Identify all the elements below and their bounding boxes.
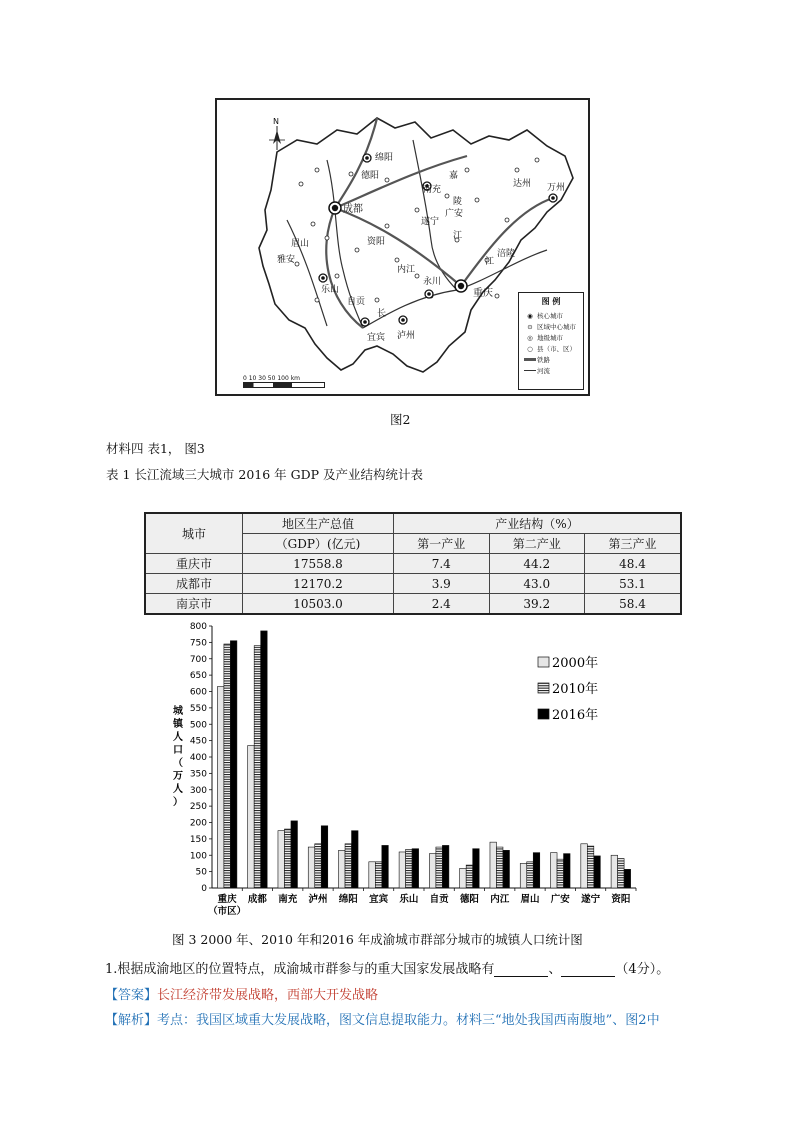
y-tick-label: 250 [189, 802, 207, 813]
bar [624, 869, 631, 888]
label-yibin: 宜宾 [367, 333, 386, 343]
x-tick-label: 广安 [550, 894, 570, 905]
legend-swatch [538, 709, 549, 719]
bar [284, 829, 291, 888]
x-tick-label: 资阳 [611, 894, 631, 905]
bar [248, 746, 255, 888]
x-tick-label: 乐山 [399, 894, 419, 905]
x-tick-label-sub: （市区） [208, 906, 247, 917]
prefecture-city-icon: ◎ [527, 333, 533, 342]
bar [594, 856, 601, 888]
x-tick-label: 眉山 [520, 894, 540, 905]
bar [375, 862, 382, 888]
bar [308, 847, 315, 888]
x-tick-label: 宜宾 [369, 894, 389, 905]
y-axis-label-char: 万 [173, 771, 183, 782]
y-axis-label-char: 城 [173, 706, 183, 717]
y-tick-label: 200 [189, 818, 207, 829]
bar [436, 847, 443, 888]
y-tick-label: 550 [189, 703, 207, 714]
x-tick-label: 遂宁 [581, 894, 601, 905]
bar [587, 846, 594, 888]
x-tick-label: 泸州 [308, 894, 328, 905]
y-tick-label: 450 [189, 736, 207, 747]
bar [527, 862, 534, 888]
bar [321, 826, 328, 888]
label-zigong: 自贡 [347, 297, 366, 307]
y-tick-label: 100 [189, 851, 207, 862]
label-guangan: 广安 [445, 209, 464, 219]
bar [230, 641, 237, 888]
legend-label: 2000年 [552, 656, 599, 671]
label-river-jiang: 江 [453, 231, 463, 241]
answer-blank-2[interactable] [561, 964, 615, 977]
y-axis-label-char: 人 [173, 732, 183, 743]
x-tick-label: 南充 [278, 894, 298, 905]
county-icon: ○ [527, 344, 533, 353]
bar [382, 845, 389, 888]
label-suining: 遂宁 [421, 217, 440, 227]
label-neijiang: 内江 [397, 265, 416, 275]
label-ziyang: 资阳 [367, 237, 386, 247]
label-nanchong: 南充 [423, 185, 442, 195]
answer-line: 【答案】长江经济带发展战略，西部大开发战略 [105, 988, 379, 1003]
bar [533, 853, 540, 888]
bar [254, 646, 261, 888]
y-tick-label: 150 [189, 834, 207, 845]
label-dazhou: 达州 [513, 179, 532, 189]
y-tick-label: 650 [189, 671, 207, 682]
bar [399, 852, 406, 888]
x-tick-label: 重庆 [217, 894, 237, 905]
legend-swatch [538, 657, 549, 667]
y-tick-label: 350 [189, 769, 207, 780]
th-p3: 第三产业 [585, 534, 682, 554]
figure3-caption: 图 3 2000 年、2010 年和2016 年成渝城市群部分城市的城镇人口统计图 [172, 932, 583, 947]
bar [460, 868, 467, 888]
x-tick-label: 德阳 [459, 894, 479, 905]
y-axis-label-char: 镇 [173, 719, 183, 730]
gdp-table [144, 512, 682, 615]
label-chongqing: 重庆 [473, 288, 493, 299]
y-axis-label-char: ） [173, 797, 183, 808]
bar [618, 859, 625, 888]
railway-icon [523, 356, 537, 364]
bar [564, 854, 571, 888]
figure2-caption: 图2 [390, 412, 411, 427]
core-city-icon: ◉ [527, 311, 533, 320]
label-river-chang: 长 [377, 309, 387, 319]
material4-label: 材料四 表1， 图3 [106, 441, 205, 456]
th-gdp2: （GDP）(亿元) [243, 534, 394, 554]
x-tick-label: 自贡 [429, 894, 449, 905]
bar [345, 844, 352, 888]
bar [217, 687, 224, 888]
y-tick-label: 400 [189, 753, 207, 763]
bar [503, 850, 510, 888]
bar [412, 849, 419, 888]
bar [473, 849, 480, 888]
y-axis-label-char: 口 [173, 745, 183, 756]
x-tick-label: 成都 [247, 894, 267, 905]
y-tick-label: 0 [201, 884, 207, 894]
label-luzhou: 泸州 [397, 331, 416, 341]
th-p2: 第二产业 [489, 534, 585, 554]
label-river-jia: 嘉 [449, 171, 459, 181]
bar [406, 849, 413, 888]
th-struct: 产业结构（%） [394, 513, 682, 534]
y-tick-label: 750 [189, 638, 207, 649]
region-map [215, 98, 590, 396]
bar [611, 855, 618, 888]
table-row: 南京市 10503.0 2.4 39.2 58.4 [145, 594, 681, 615]
th-p1: 第一产业 [394, 534, 490, 554]
table-row: 重庆市 17558.8 7.4 44.2 48.4 [145, 554, 681, 574]
river-icon [523, 367, 537, 375]
x-tick-label: 绵阳 [338, 894, 358, 905]
y-tick-label: 500 [189, 720, 207, 731]
bar [581, 844, 588, 888]
label-wanzhou: 万州 [547, 183, 566, 193]
label-mianyang: 绵阳 [375, 153, 394, 163]
label-chengdu: 成都 [343, 204, 363, 215]
bar [339, 850, 346, 888]
bar [278, 831, 285, 888]
label-river-jiang2: 江 [485, 257, 495, 267]
rivers [287, 140, 547, 328]
label-meishan: 眉山 [291, 239, 310, 249]
bar [352, 831, 359, 888]
bar [224, 644, 231, 888]
bar [551, 853, 558, 888]
label-fuling: 涪陵 [497, 249, 516, 259]
bar [520, 863, 527, 888]
analysis-line: 【解析】考点：我国区域重大发展战略，图文信息提取能力。材料三“地处我国西南腹地”、图2中 [105, 1013, 660, 1028]
y-axis-label-char: 人 [173, 784, 183, 795]
table1-caption: 表 1 长江流域三大城市 2016 年 GDP 及产业结构统计表 [106, 467, 424, 482]
label-river-ling: 陵 [453, 197, 463, 207]
bar [442, 845, 449, 888]
legend-label: 2016年 [552, 708, 599, 723]
regional-center-icon: ⊙ [527, 322, 533, 331]
y-tick-label: 800 [189, 622, 207, 632]
answer-blank-1[interactable] [494, 964, 548, 977]
y-tick-label: 600 [189, 687, 207, 698]
bar [315, 844, 322, 888]
y-tick-label: 300 [189, 785, 207, 796]
north-arrow-icon [269, 126, 285, 150]
y-axis-label-char: （ [173, 758, 183, 769]
chart-svg [168, 618, 648, 923]
label-yongchuan: 永川 [423, 277, 442, 287]
legend-label: 2010年 [552, 682, 599, 697]
bar [466, 865, 473, 888]
bar [261, 631, 268, 888]
question-1: 1.根据成渝地区的位置特点，成渝城市群参与的重大国家发展战略有 、 （4分）。 [105, 962, 670, 977]
label-deyang: 德阳 [361, 171, 380, 181]
legend-swatch [538, 683, 549, 693]
label-leshan: 乐山 [321, 285, 340, 295]
th-gdp1: 地区生产总值 [243, 513, 394, 534]
population-chart [168, 618, 648, 923]
bar [369, 862, 376, 888]
y-tick-label: 50 [195, 867, 207, 878]
bar [429, 854, 436, 888]
bar [490, 842, 497, 888]
bar [496, 847, 503, 888]
label-yaan: 雅安 [277, 255, 296, 265]
table-row: 成都市 12170.2 3.9 43.0 53.1 [145, 574, 681, 594]
map-legend: 图 例 ◉ 核心城市 ⊙ 区域中心城市 ◎ 地级城市 ○ 县（市、区） 铁路 河流 [518, 292, 584, 390]
th-city: 城市 [145, 513, 243, 554]
bar [291, 821, 298, 888]
north-label: N [273, 117, 279, 126]
map-scale: 0 10 30 50 100 km [243, 375, 325, 388]
y-tick-label: 700 [189, 654, 207, 665]
bar [557, 859, 564, 888]
x-tick-label: 内江 [490, 894, 510, 905]
